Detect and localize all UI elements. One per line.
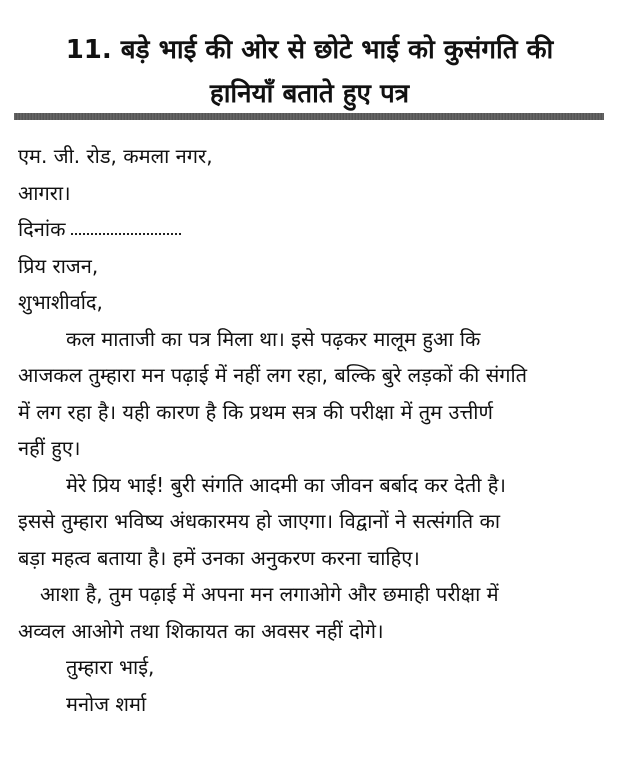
paragraph-2-line-1: मेरे प्रिय भाई! बुरी संगति आदमी का जीवन बर्बाद कर देती है। [66,472,507,497]
address-street: एम. जी. रोड, कमला नगर, [18,144,213,168]
paragraph-1-line-2: आजकल तुम्हारा मन पढ़ाई में नहीं लग रहा, बल्कि बुरे लड़कों की संगति [18,363,528,387]
greeting: शुभाशीर्वाद, [18,290,103,314]
paragraph-1-line-4: नहीं हुए। [18,436,81,460]
paragraph-2-line-2: इससे तुम्हारा भविष्य अंधकारमय हो जाएगा। विद्वानों ने सत्संगति का [18,509,500,533]
letter-title [0,28,619,116]
date-line [18,211,608,248]
title-line-2: हानियाँ बताते हुए पत्र [209,79,410,109]
title-line-1: 11. बड़े भाई की ओर से छोटे भाई को कुसंगति की [65,35,554,65]
date-blank [71,227,181,235]
salutation: प्रिय राजन, [18,253,99,278]
title-divider [14,113,604,120]
paragraph-3-line-1: आशा है, तुम पढ़ाई में अपना मन लगाओगे और छमाही परीक्षा में [40,582,499,606]
signature: मनोज शर्मा [66,691,147,716]
paragraph-1-line-3: में लग रहा है। यही कारण है कि प्रथम सत्र की परीक्षा में तुम उत्तीर्ण [18,399,493,424]
closing: तुम्हारा भाई, [66,655,155,679]
paragraph-2-line-3: बड़ा महत्व बताया है। हमें उनका अनुकरण करना चाहिए। [18,545,420,570]
date-label: दिनांक [18,217,66,241]
paragraph-1-line-1: कल माताजी का पत्र मिला था। इसे पढ़कर मालूम हुआ कि [66,326,481,351]
letter-body [18,138,608,722]
paragraph-3-line-2: अव्वल आओगे तथा शिकायत का अवसर नहीं दोगे। [18,618,384,643]
address-city: आगरा। [18,180,71,205]
